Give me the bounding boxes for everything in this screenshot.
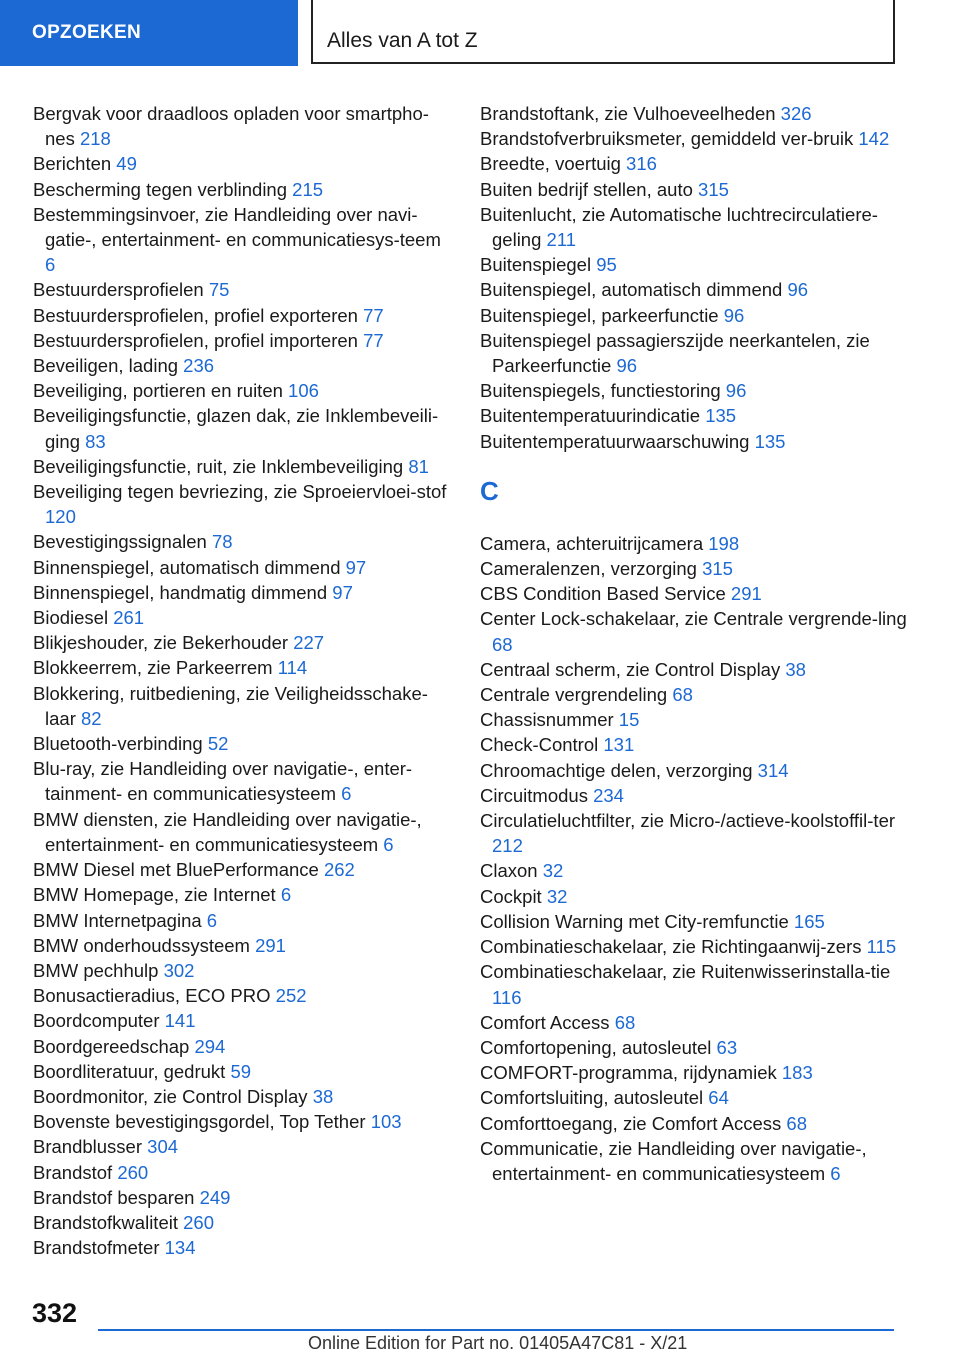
entry-text: BMW onderhoudssysteem <box>33 934 250 956</box>
index-entry <box>480 1111 920 1136</box>
footer-divider <box>98 1329 894 1331</box>
index-entry <box>480 202 920 252</box>
index-entry <box>480 177 920 202</box>
entry-text: Buitenspiegel, automatisch dimmend <box>480 279 783 301</box>
index-entry <box>480 303 920 328</box>
entry-text: Circulatieluchtfilter, zie Micro-/actieve-koolstoffil-ter <box>480 810 896 832</box>
entry-text: Combinatieschakelaar, zie Richtingaanwij-zers <box>480 936 862 958</box>
index-entry <box>33 101 453 151</box>
index-entry <box>480 328 920 378</box>
entry-text: Cameralenzen, verzorging <box>480 558 697 580</box>
page-link[interactable]: 120 <box>45 506 76 528</box>
footer-edition: Online Edition for Part no. 01405A47C81 - X/21 <box>308 1333 688 1353</box>
entry-text: Beveiligingsfunctie, glazen dak, zie Inklembeveili-ging <box>33 405 439 452</box>
entry-text: Beveiligen, lading <box>33 355 179 377</box>
entry-text: Buitenspiegel, parkeerfunctie <box>480 304 719 326</box>
index-entry <box>480 151 920 176</box>
index-column-left <box>33 101 453 1260</box>
index-entry <box>33 857 453 882</box>
entry-text: Buitentemperatuurwaarschuwing <box>480 430 750 452</box>
entry-text: Bestuurdersprofielen, profiel importeren <box>33 329 358 351</box>
index-entry <box>33 807 453 857</box>
page-link[interactable]: 142 <box>858 128 890 150</box>
page-link[interactable]: 77 <box>363 304 384 326</box>
entry-text: Bestuurdersprofielen, profiel exporteren <box>33 304 358 326</box>
entry-text: Centraal scherm, zie Control Display <box>480 658 781 680</box>
index-entry <box>33 177 453 202</box>
entry-text: BMW Homepage, zie Internet <box>33 884 276 906</box>
letter-heading-c: C <box>480 475 499 506</box>
page-link[interactable]: 68 <box>672 684 693 706</box>
entry-text: Brandstofkwaliteit <box>33 1211 178 1233</box>
page-link[interactable]: 261 <box>113 607 145 629</box>
page-link[interactable]: 95 <box>596 254 617 276</box>
page-link[interactable]: 227 <box>293 632 325 654</box>
index-entry <box>33 1160 453 1185</box>
index-entry <box>33 983 453 1008</box>
index-entry <box>480 252 920 277</box>
entry-text: Buiten bedrijf stellen, auto <box>480 178 693 200</box>
entry-text: Buitenlucht, zie Automatische luchtrecirculatiere-geling <box>480 203 878 251</box>
index-entry <box>33 908 453 933</box>
index-entry <box>33 630 453 655</box>
entry-text: Boordmonitor, zie Control Display <box>33 1085 308 1107</box>
index-entry <box>33 454 453 479</box>
index-entry <box>33 151 453 176</box>
entry-text: Communicatie, zie Handleiding over navigatie-, entertainment- en communicatiesysteem <box>480 1137 867 1184</box>
page-link[interactable]: 198 <box>708 532 740 554</box>
entry-text: CBS Condition Based Service <box>480 583 726 605</box>
index-entry <box>33 681 453 731</box>
page-link[interactable]: 52 <box>207 733 229 755</box>
entry-text: Buitenspiegel passagierszijde neerkantelen, zie Parkeerfunctie <box>480 329 870 377</box>
page-link[interactable]: 6 <box>206 909 218 931</box>
entry-text: Centrale vergrendeling <box>480 684 668 706</box>
entry-text: Comfortsluiting, autosleutel <box>480 1087 704 1109</box>
entry-text: Beveiliging, portieren en ruiten <box>33 380 283 402</box>
page-link[interactable]: 78 <box>211 531 233 553</box>
index-entry <box>480 606 920 656</box>
index-entry <box>33 479 453 529</box>
page-link[interactable]: 236 <box>183 355 215 377</box>
page-link[interactable]: 63 <box>716 1036 738 1058</box>
entry-text: Chassisnummer <box>480 709 614 731</box>
page-link[interactable]: 15 <box>618 709 640 731</box>
page-link[interactable]: 315 <box>702 558 733 580</box>
index-entry <box>480 581 920 606</box>
index-entry <box>33 731 453 756</box>
page-link[interactable]: 218 <box>79 128 111 150</box>
index-entry <box>33 882 453 907</box>
page-header <box>0 0 960 66</box>
page-link[interactable]: 262 <box>323 859 355 881</box>
page-link[interactable]: 106 <box>288 380 319 402</box>
page-link[interactable]: 6 <box>830 1162 841 1184</box>
index-entry <box>33 328 453 353</box>
entry-text: Brandstoftank, zie Vulhoeveelheden <box>480 103 776 124</box>
index-entry <box>480 858 920 883</box>
entry-text: Brandstofverbruiksmeter, gemiddeld ver-bruik <box>480 128 854 150</box>
entry-text: BMW pechhulp <box>33 959 159 981</box>
page-link[interactable]: 135 <box>705 405 737 427</box>
entry-text: Circuitmodus <box>480 784 588 806</box>
index-entry <box>480 783 920 808</box>
page-link[interactable]: 32 <box>546 885 568 907</box>
page-link[interactable]: 326 <box>780 103 812 124</box>
page-link[interactable]: 68 <box>614 1011 636 1033</box>
index-column-right <box>480 101 920 1186</box>
page-link[interactable]: 141 <box>164 1010 196 1032</box>
page-link[interactable]: 82 <box>81 707 102 729</box>
entry-text: Beveiligingsfunctie, ruit, zie Inklembeveiliging <box>33 455 404 477</box>
page-link[interactable]: 96 <box>616 355 638 377</box>
index-entry <box>33 1109 453 1134</box>
index-entry <box>480 707 920 732</box>
entry-text: Claxon <box>480 860 538 882</box>
index-entry <box>480 1035 920 1060</box>
entry-text: Buitenspiegel <box>480 254 592 276</box>
page-link[interactable]: 59 <box>230 1060 252 1082</box>
entry-text: Binnenspiegel, automatisch dimmend <box>33 556 341 578</box>
index-entry <box>33 655 453 680</box>
page-link[interactable]: 249 <box>199 1186 231 1208</box>
page-link[interactable]: 38 <box>785 658 806 680</box>
index-entry <box>33 756 453 806</box>
page-link[interactable]: 6 <box>341 783 352 805</box>
entry-text: Brandstofmeter <box>33 1237 160 1259</box>
entry-text: Blokkeerrem, zie Parkeerrem <box>33 657 273 679</box>
index-entry <box>480 657 920 682</box>
page-link[interactable]: 83 <box>85 430 106 452</box>
entry-text: Boordcomputer <box>33 1010 160 1032</box>
entry-text: Biodiesel <box>33 607 109 629</box>
index-entry <box>480 1136 920 1186</box>
page-link[interactable]: 134 <box>164 1237 196 1259</box>
entry-text: Brandstof <box>33 1161 113 1183</box>
index-entry <box>33 555 453 580</box>
entry-text: Bovenste bevestigingsgordel, Top Tether <box>33 1111 366 1133</box>
entry-text: Buitenspiegels, functiestoring <box>480 380 721 402</box>
entry-text: Check-Control <box>480 734 599 756</box>
page-link[interactable]: 183 <box>781 1062 813 1084</box>
page-link[interactable]: 291 <box>255 934 286 956</box>
index-entry <box>33 1008 453 1033</box>
page-link[interactable]: 81 <box>408 455 429 477</box>
section-tab[interactable]: OPZOEKEN <box>0 0 298 66</box>
entry-text: Bestemmingsinvoer, zie Handleiding over navi-gatie-, entertainment- en communicatiesys-teem <box>33 203 441 251</box>
entry-text: Camera, achteruitrijcamera <box>480 532 704 554</box>
index-entry <box>33 1134 453 1159</box>
page-link[interactable]: 252 <box>275 985 307 1007</box>
index-entry <box>480 403 920 428</box>
index-entry <box>33 1084 453 1109</box>
index-entry <box>33 403 453 453</box>
index-entry <box>33 529 453 554</box>
index-entry <box>33 933 453 958</box>
entry-text: Binnenspiegel, handmatig dimmend <box>33 581 328 603</box>
entry-text: COMFORT-programma, rijdynamiek <box>480 1062 777 1084</box>
index-entry <box>33 1059 453 1084</box>
entry-text: Brandblusser <box>33 1136 143 1158</box>
page-link[interactable]: 6 <box>45 254 56 276</box>
page-link[interactable]: 291 <box>730 583 762 605</box>
page-number: 332 <box>32 1298 78 1328</box>
page-link[interactable]: 64 <box>708 1087 729 1109</box>
page-link[interactable]: 135 <box>754 430 786 452</box>
page-link[interactable]: 38 <box>312 1085 334 1107</box>
index-entry <box>33 1034 453 1059</box>
page-link[interactable]: 68 <box>786 1112 807 1134</box>
page-link[interactable]: 260 <box>117 1161 149 1183</box>
index-entry <box>33 202 453 278</box>
entry-text: Bevestigingssignalen <box>33 531 207 553</box>
entry-text: Cockpit <box>480 885 542 907</box>
index-entry <box>480 556 920 581</box>
index-entry <box>480 758 920 783</box>
entry-list-left <box>33 101 453 1260</box>
entry-text: Brandstof besparen <box>33 1186 195 1208</box>
page-link[interactable]: 97 <box>345 556 367 578</box>
entry-text: Center Lock-schakelaar, zie Centrale vergrende-ling <box>480 608 907 630</box>
entry-text: Comfortopening, autosleutel <box>480 1036 712 1058</box>
page-link[interactable]: 75 <box>208 279 230 301</box>
index-entry <box>33 1235 453 1260</box>
index-entry <box>480 884 920 909</box>
page-link[interactable]: 49 <box>116 153 137 175</box>
page-link[interactable]: 32 <box>542 860 564 882</box>
page-link[interactable]: 6 <box>280 884 292 906</box>
page-link[interactable]: 114 <box>277 657 308 679</box>
entry-text: BMW Internetpagina <box>33 909 202 931</box>
entry-text: Bonusactieradius, ECO PRO <box>33 985 271 1007</box>
entry-text: Blokkering, ruitbediening, zie Veiligheidsschake-laar <box>33 682 428 729</box>
index-entry <box>480 378 920 403</box>
page-link[interactable]: 314 <box>757 759 789 781</box>
index-entry <box>480 1010 920 1035</box>
index-entry <box>33 378 453 403</box>
entry-text: Comfort Access <box>480 1011 610 1033</box>
entry-text: Bluetooth-verbinding <box>33 733 203 755</box>
page-link[interactable]: 260 <box>183 1211 214 1233</box>
page-link[interactable]: 316 <box>626 153 657 175</box>
entry-text: Bescherming tegen verblinding <box>33 178 288 200</box>
chapter-title: Alles van A tot Z <box>311 0 895 64</box>
index-entry <box>480 682 920 707</box>
entry-text: BMW Diesel met BluePerformance <box>33 859 319 881</box>
entry-list-c <box>480 531 920 1186</box>
index-entry <box>480 126 920 151</box>
index-entry <box>480 1060 920 1085</box>
index-entry <box>480 732 920 757</box>
page-link[interactable]: 96 <box>723 304 745 326</box>
page-link[interactable]: 304 <box>147 1136 179 1158</box>
page-link[interactable]: 234 <box>593 784 624 806</box>
index-entry <box>33 605 453 630</box>
page-link[interactable]: 6 <box>383 833 394 855</box>
index-entry <box>480 101 920 126</box>
index-entry <box>480 909 920 934</box>
page-link[interactable]: 212 <box>492 835 523 857</box>
entry-text: Comforttoegang, zie Comfort Access <box>480 1112 782 1134</box>
index-entry <box>33 1210 453 1235</box>
index-entry <box>33 1185 453 1210</box>
page-link[interactable]: 215 <box>292 178 324 200</box>
index-entry <box>480 1085 920 1110</box>
page-link[interactable]: 315 <box>698 178 729 200</box>
entry-text: Beveiliging tegen bevriezing, zie Sproeiervloei-stof <box>33 481 447 503</box>
page-link[interactable]: 96 <box>725 380 747 402</box>
entry-text: Collision Warning met City-remfunctie <box>480 910 789 932</box>
page-link[interactable]: 131 <box>603 734 635 756</box>
page-link[interactable]: 97 <box>332 581 353 603</box>
page-link[interactable]: 68 <box>492 633 513 655</box>
index-entry <box>33 958 453 983</box>
page-link[interactable]: 294 <box>194 1035 226 1057</box>
page-link[interactable]: 115 <box>866 936 897 958</box>
index-entry <box>480 934 920 959</box>
entry-text: Blu-ray, zie Handleiding over navigatie-, enter-tainment- en communicatiesysteem <box>33 758 413 805</box>
page-link[interactable]: 96 <box>787 279 809 301</box>
entry-text: Boordliteratuur, gedrukt <box>33 1060 226 1082</box>
entry-text: Blikjeshouder, zie Bekerhouder <box>33 632 289 654</box>
page-link[interactable]: 116 <box>492 986 522 1008</box>
index-entry <box>480 959 920 1009</box>
page-link[interactable]: 211 <box>546 229 577 251</box>
page-link[interactable]: 165 <box>793 910 825 932</box>
entry-text: Boordgereedschap <box>33 1035 190 1057</box>
index-entry <box>33 580 453 605</box>
index-entry <box>33 303 453 328</box>
index-entry <box>33 277 453 302</box>
entry-text: Berichten <box>33 153 112 175</box>
page-link[interactable]: 302 <box>163 959 195 981</box>
entry-text: Chroomachtige delen, verzorging <box>480 759 753 781</box>
entry-text: Bergvak voor draadloos opladen voor smartpho-nes <box>33 103 429 150</box>
entry-text: Combinatieschakelaar, zie Ruitenwisserinstalla-tie <box>480 961 891 983</box>
entry-text: Bestuurdersprofielen <box>33 279 204 301</box>
entry-list-b-continued <box>480 101 920 454</box>
index-entry <box>480 531 920 556</box>
entry-text: Buitentemperatuurindicatie <box>480 405 701 427</box>
entry-text: Breedte, voertuig <box>480 153 621 175</box>
page-link[interactable]: 103 <box>370 1111 402 1133</box>
index-entry <box>480 808 920 858</box>
page-link[interactable]: 77 <box>363 329 384 351</box>
entry-text: BMW diensten, zie Handleiding over navigatie-, entertainment- en communicatiesysteem <box>33 808 422 855</box>
index-entry <box>480 277 920 302</box>
index-entry <box>33 353 453 378</box>
index-entry <box>480 429 920 454</box>
